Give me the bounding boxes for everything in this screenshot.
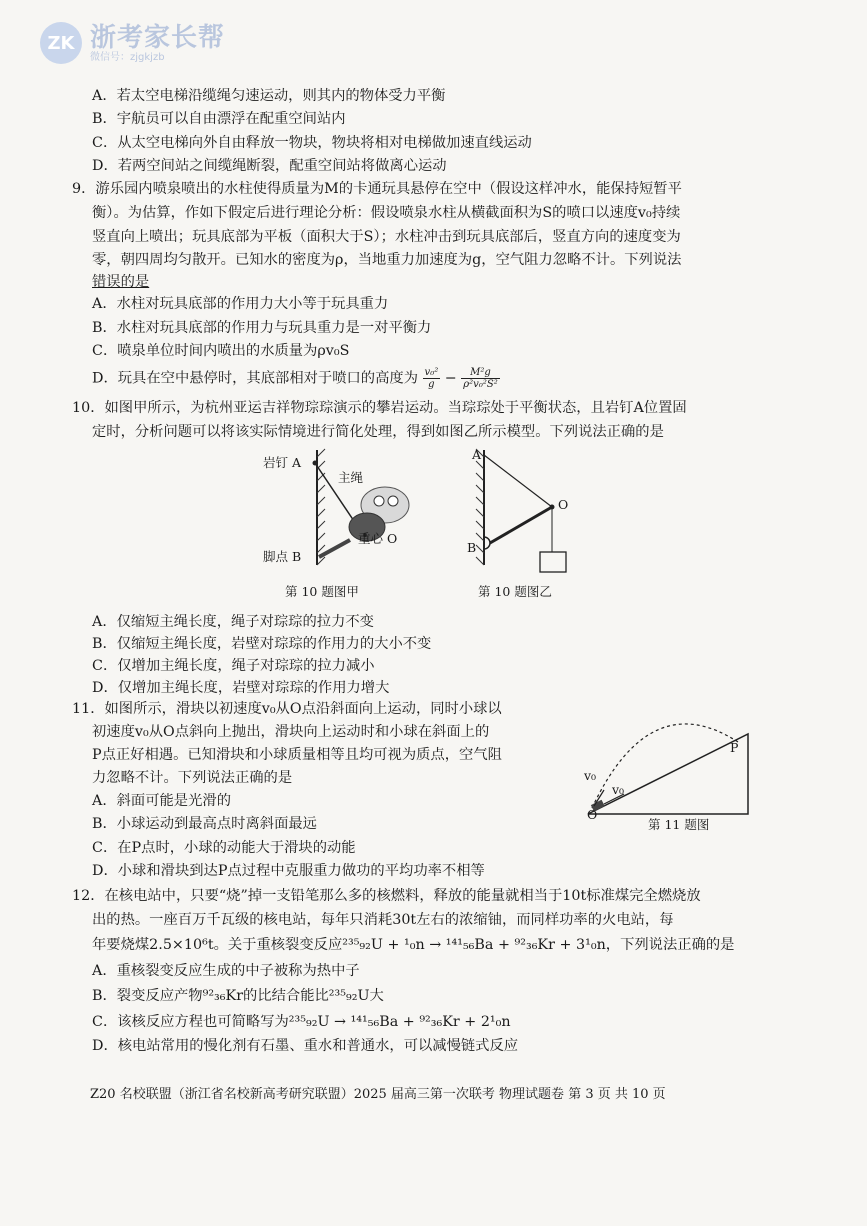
q11-option-c: C．在P点时，小球的动能大于滑块的动能	[92, 840, 356, 856]
fig11-label-v0-ball: v₀	[584, 768, 597, 783]
fig11-label-o: O	[587, 807, 598, 822]
q10-stem-1: 10．如图甲所示，为杭州亚运吉祥物琮琮演示的攀岩运动。当琮琮处于平衡状态，且岩钉A位置固	[72, 400, 687, 416]
incline	[588, 734, 748, 814]
logo-mark: ZK	[40, 22, 82, 64]
q11-stem-4: 力忽略不计。下列说法正确的是	[92, 770, 293, 786]
q10-option-c: C．仅增加主绳长度，绳子对琮琮的拉力减小	[92, 658, 375, 674]
q11-option-b: B．小球运动到最高点时离斜面最远	[92, 816, 317, 832]
fig11-diagram	[580, 720, 760, 820]
wall-hatch	[317, 449, 325, 565]
q9-option-a: A．水柱对玩具底部的作用力大小等于玩具重力	[92, 296, 389, 312]
fig10a-caption: 第 10 题图甲	[285, 584, 359, 599]
fig10a-label-rope: 主绳	[338, 470, 364, 485]
q8-option-a: A．若太空电梯沿缆绳匀速运动，则其内的物体受力平衡	[92, 88, 446, 104]
fig10a-label-b: 脚点 B	[263, 549, 302, 564]
q9-option-c: C．喷泉单位时间内喷出的水质量为ρv₀S	[92, 343, 350, 359]
q11-stem-3: P点正好相遇。已知滑块和小球质量相等且均可视为质点，空气阻	[92, 747, 502, 763]
fig10a-label-a: 岩钉 A	[263, 455, 302, 470]
q8-option-d: D．若两空间站之间缆绳断裂，配重空间站将做离心运动	[92, 158, 447, 174]
q12-option-c: C．该核反应方程也可简略写为²³⁵₉₂U → ¹⁴¹₅₆Ba + ⁹²₃₆Kr + 2¹₀n	[92, 1014, 511, 1030]
fig11-label-v0-block: v₀	[612, 782, 625, 797]
fig10b-label-o: O	[558, 497, 569, 512]
q8-option-c: C．从太空电梯向外自由释放一物块，物块将相对电梯做加速直线运动	[92, 135, 532, 151]
rope-ao	[484, 455, 552, 507]
q12-stem-1: 12．在核电站中，只要“烧”掉一支铅笔那么多的核燃料，释放的能量就相当于10t标准煤完全燃烧放	[72, 888, 701, 904]
fig11-caption: 第 11 题图	[648, 817, 710, 832]
logo-sub: 微信号：zjgkjzb	[90, 51, 165, 63]
q8-option-b: B．宇航员可以自由漂浮在配重空间站内	[92, 111, 346, 127]
q10-option-a: A．仅缩短主绳长度，绳子对琮琮的拉力不变	[92, 614, 374, 630]
q12-option-b: B．裂变反应产物⁹²₃₆Kr的比结合能比²³⁵₉₂U大	[92, 988, 384, 1004]
q12-option-d: D．核电站常用的慢化剂有石墨、重水和普通水，可以减慢链式反应	[92, 1038, 519, 1054]
mascot-leg	[319, 540, 350, 557]
q9-stem-3: 竖直向上喷出；玩具底部为平板（面积大于S）；水柱冲击到玩具底部后，竖直方向的速度变为	[92, 229, 681, 245]
page-footer: Z20 名校联盟（浙江省名校新高考研究联盟）2025 届高三第一次联考 物理试题卷 第 3 页 共 10 页	[90, 1087, 666, 1102]
mascot-eye	[388, 496, 398, 506]
q9-option-d	[92, 367, 500, 390]
formula-fraction-1: $\frac{\text{v₀²}}{g}$	[424, 367, 439, 390]
mascot-eye	[374, 496, 384, 506]
q12-option-a: A．重核裂变反应生成的中子被称为热中子	[92, 963, 360, 979]
fig10a-label-o: 重心 O	[358, 531, 398, 546]
weight-block	[540, 552, 566, 572]
q11-stem-2: 初速度v₀从O点斜向上抛出，滑块向上运动时和小球在斜面上的	[92, 724, 490, 740]
q9-stem-1: 9．游乐园内喷泉喷出的水柱使得质量为M的卡通玩具悬停在空中（假设这样冲水，能保持短暂平	[72, 181, 682, 197]
q11-stem-1: 11．如图所示，滑块以初速度v₀从O点沿斜面向上运动，同时小球以	[72, 701, 502, 717]
logo	[40, 22, 225, 64]
q12-stem-3: 年要烧煤2.5×10⁶t。关于重核裂变反应²³⁵₉₂U + ¹₀n → ¹⁴¹₅₆Ba + ⁹²₃₆Kr + 3¹₀n，下列说法正确的是	[92, 937, 735, 953]
q9-stem-2: 衡）。为估算，作如下假定后进行理论分析：假设喷泉水柱从横截面积为S的喷口以速度v₀持续	[92, 205, 681, 221]
q12-stem-2: 出的热。一座百万千瓦级的核电站，每年只消耗30t左右的浓缩铀，而同样功率的火电站，每	[92, 912, 674, 928]
q9-option-b: B．水柱对玩具底部的作用力与玩具重力是一对平衡力	[92, 320, 432, 336]
q10-option-b: B．仅缩短主绳长度，岩壁对琮琮的作用力的大小不变	[92, 636, 432, 652]
wall-hatch	[476, 449, 484, 565]
formula-fraction-2: $\frac{\text{M²g}}{\text{ρ²v₀²S²}}$	[463, 367, 498, 390]
q9-stem-5: 错误的是	[92, 274, 150, 290]
q11-option-d: D．小球和滑块到达P点过程中克服重力做功的平均功率不相等	[92, 863, 485, 879]
fig10b-label-a: A	[472, 447, 482, 462]
fig10b-caption: 第 10 题图乙	[478, 584, 552, 599]
q10-stem-2: 定时，分析问题可以将该实际情境进行简化处理，得到如图乙所示模型。下列说法正确的是	[92, 424, 664, 440]
logo-name: 浙考家长帮	[90, 22, 226, 53]
fig10b-label-b: B	[467, 540, 477, 555]
q9-option-d-text: D．玩具在空中悬停时，其底部相对于喷口的高度为	[92, 370, 418, 387]
fig11-label-p: P	[730, 740, 739, 755]
q9-stem-4: 零，朝四周均匀散开。已知水的密度为ρ，当地重力加速度为g，空气阻力忽略不计。下列说法	[92, 252, 682, 268]
rod-bo	[490, 507, 552, 543]
q11-option-a: A．斜面可能是光滑的	[92, 793, 231, 809]
formula-minus: −	[444, 370, 457, 387]
q10-option-d: D．仅增加主绳长度，岩壁对琮琮的作用力增大	[92, 680, 390, 696]
